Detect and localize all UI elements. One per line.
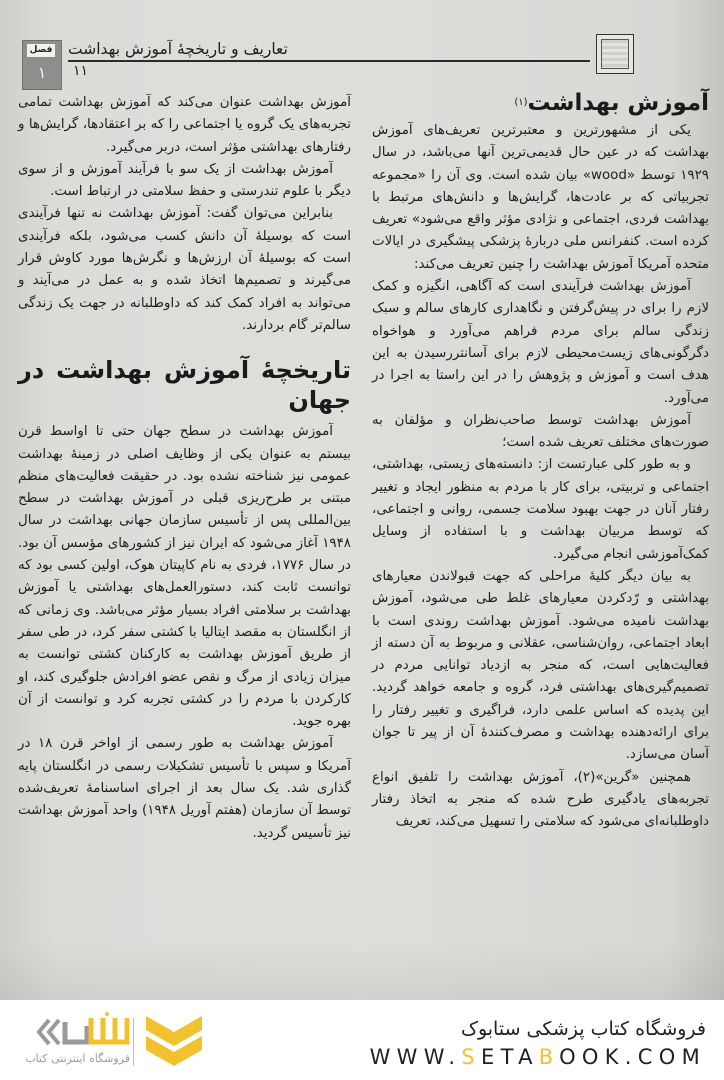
- logo-divider: [133, 1018, 134, 1066]
- paragraph: آموزش بهداشت از یک سو با فرآیند آموزش و از سوی دیگر با علوم تندرستی و حفظ سلامتی در ارتباط است.: [18, 161, 351, 200]
- paragraph: بنابراین می‌توان گفت: آموزش بهداشت نه تنها فرآیندی است که بوسیلهٔ آن دانش کسب می‌شود، بلکه فرآیندی است که بوسیلهٔ آن ارزش‌ها و نگرش‌ها مورد کاوش قرار می‌گیرند و تصمیم‌ها اتخاذ شده و به عمل در می‌آیند و می‌تواند به افراد کمک کند که داوطلبانه در جهت یک زندگی سالم‌تر گام بردارند.: [18, 206, 351, 333]
- paragraph: آموزش بهداشت عنوان می‌کند که آموزش بهداشت تمامی تجربه‌های یک گروه یا اجتماعی را که بر اعتقادها، گرایش‌ها و رفتارهای بهداشتی مؤثر است، دربر می‌گیرد.: [18, 95, 351, 155]
- chapter-badge: [22, 40, 62, 90]
- paragraph: آموزش بهداشت در سطح جهان حتی تا اواسط قرن بیستم به عنوان یکی از وظایف اصلی در زمینهٔ بهداشت عمومی نیز شناخته نشده بود. در حقیقت فعالیت‌های منظم مبتنی بر طرح‌ریزی قبلی در آموزش بهداشت در سطح بین‌المللی پس از تأسیس سازمان جهانی بهداشت در سال ۱۹۴۸ آغاز می‌شود که ایران نیز از کشورهای مؤسس آن بود. در سال ۱۷۷۶، فردی به نام کاپیتان هوک، اولین کسی بود که توانست ثابت کند، دستورالعمل‌های بهداشتی یا آموزش بهداشت بر سلامتی افراد بسیار مؤثر می‌باشد. وی زمانی که از انگلستان به مقصد ایتالیا با کشتی سفر کرد، در طی سفر از طریق آموزش بهداشت به کارکنان کشتی توانست به میزان زیادی از مرگ و نقص عضو افرادش جلوگیری کند، او کارکردن با مردم را در کشتی تجربه کرد و توانست از آن بهره جوید.: [18, 424, 351, 730]
- logo-tagline: فروشگاه اینترنتی کتاب: [25, 1052, 130, 1065]
- paragraph: همچنین «گرین»(۲)، آموزش بهداشت را تلفیق انواع تجربه‌های یادگیری طرح شده که منجر به اتخاذ رفتار داوطلبانه‌ای می‌شود که سلامتی را تسهیل می‌کند، تعریف: [372, 769, 709, 830]
- footnote-ref: (۱): [514, 97, 528, 108]
- paragraph: آموزش بهداشت به طور رسمی از اواخر قرن ۱۸ در آمریکا و سپس با تأسیس تشکیلات رسمی در انگلستان پایه گذاری شد. یک سال بعد از اجرای اساسنامهٔ تعریف‌شده توسط آن سازمان (هفتم آوریل ۱۹۴۸) واحد آموزش بهداشت نیز تأسیس گردید.: [18, 736, 351, 841]
- right-column: [372, 88, 709, 834]
- store-url[interactable]: WWW.SETABOOK.COM: [369, 1045, 706, 1069]
- header-divider: [68, 60, 590, 62]
- running-title: تعاریف و تاریخچهٔ آموزش بهداشت: [68, 40, 288, 58]
- book-ornament-icon: [596, 34, 634, 74]
- chapter-number: ۱: [37, 63, 47, 82]
- paragraph: و به طور کلی عبارتست از: دانسته‌های زیستی، بهداشتی، اجتماعی و تربیتی، برای کار با مردم به منظور ایجاد و تغییر رفتار آنان در جهت بهبود سلامت جسمی، روانی و اجتماعی، که توسط مربیان بهداشت و با استفاده از وسایل کمک‌آموزشی انجام می‌گیرد.: [372, 457, 709, 562]
- paragraph: به بیان دیگر کلیهٔ مراحلی که جهت قبولاندن معیارهای بهداشتی و رّدکردن معیارهای غلط طی می‌شود، آموزش بهداشت نامیده می‌شود. آموزش بهداشت روندی است با ابعاد اجتماعی، روان‌شناسی، عقلانی و مربوط به آن دسته از فعالیت‌هایی است، که منجر به ازدیاد توانایی مردم در تصمیم‌گیری‌های بهداشتی فرد، گروه و جامعه خواهد گردید. این پدیده که اساس علمی دارد، فراگیری و تغییر رفتار را برای ارائه‌دهنده بهداشت و مصرف‌کنندهٔ آن از پیر تا جوان آسان می‌سازد.: [372, 568, 709, 763]
- store-banner: [0, 1000, 724, 1080]
- paragraph: آموزش بهداشت توسط صاحب‌نظران و مؤلفان به صورت‌های مختلف تعریف شده است؛: [372, 412, 709, 451]
- paragraph: آموزش بهداشت فرآیندی است که آگاهی، انگیزه و کمک لازم را برای در پیش‌گرفتن و نگاهداری کارهای سالم و سبک زندگی سالم برای مردم فراهم می‌آورد و هواخواه دگرگونی‌های زیست‌محیطی لازم برای آسانتررسیدن به این هدف است و آموزش و پژوهش را در این راستا به اجرا در می‌آورد.: [372, 279, 709, 406]
- paragraph: یکی از مشهورترین و معتبرترین تعریف‌های آموزش بهداشت که در عین حال قدیمی‌ترین آنها می‌باشد، در سال ۱۹۲۹ توسط «wood» بیان شده است. وی آن را «مجموعه تجربیاتی که بر عادت‌ها، گرایش‌ها و دانش‌های مرتبط با بهداشت فردی، اجتماعی و نژادی مؤثر واقع می‌شود» تعریف کرده است. کنفرانس ملی دربارهٔ پزشکی پیشگیری در ایالات متحده آمریکا آموزش بهداشت را چنین تعریف می‌کند:: [372, 123, 709, 272]
- chapter-label: فصل: [27, 44, 55, 57]
- left-column: [18, 92, 351, 845]
- setabook-wordmark-icon: [35, 1012, 131, 1052]
- page-number: ۱۱: [73, 63, 89, 79]
- section-heading-history: تاریخچهٔ آموزش بهداشت در جهان: [18, 356, 351, 415]
- store-name: فروشگاه کتاب پزشکی ستابوک: [460, 1018, 706, 1040]
- section-heading-health-education: آموزش بهداشت$^{(۱)}$: [514, 90, 709, 116]
- setabook-chevron-logo-icon: [146, 1012, 202, 1068]
